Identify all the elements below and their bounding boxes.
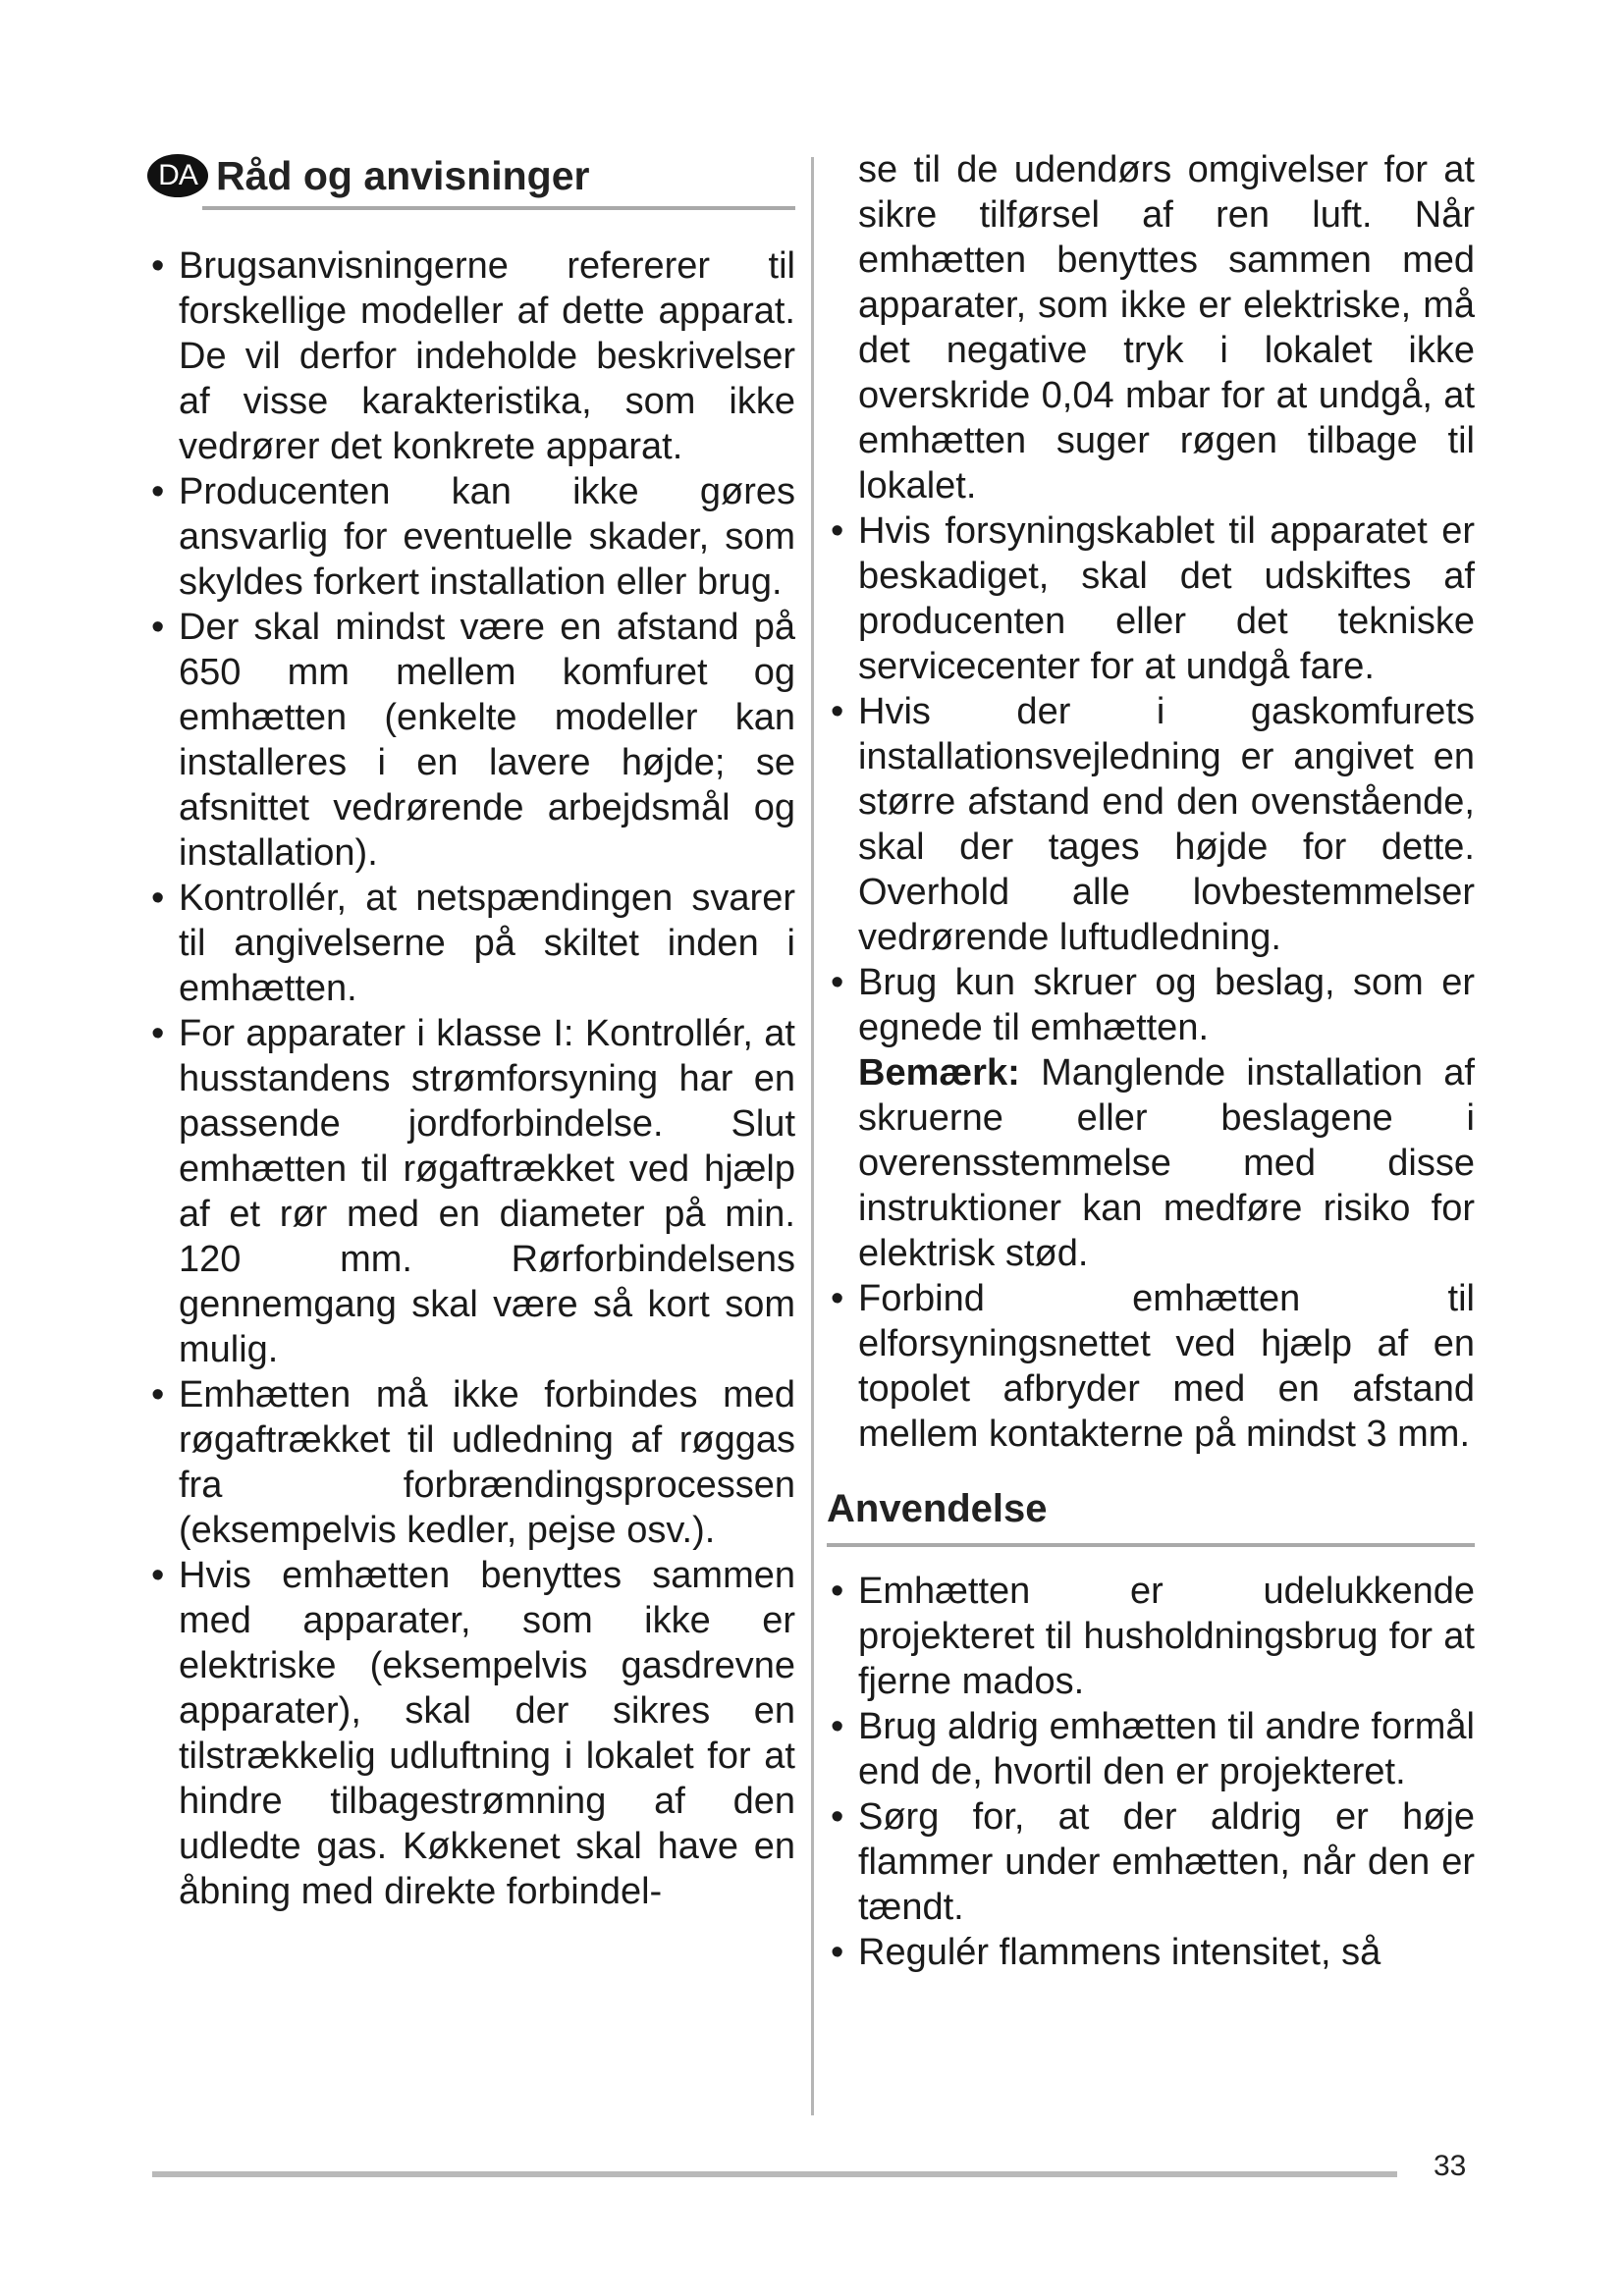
bullet-icon: • <box>831 1571 844 1612</box>
page-number: 33 <box>1434 2150 1467 2182</box>
list-item: • Kontrollér, at netspændingen svarer til angivelserne på skiltet inden i emhætten. <box>151 878 795 1009</box>
bullet-icon: • <box>151 1374 165 1415</box>
list-item: • Brug kun skruer og beslag, som er egnede til emhætten. <box>831 962 1475 1048</box>
bullet-icon: • <box>151 245 165 287</box>
list-item: • Producenten kan ikke gøres ansvarlig for eventuelle skader, som skyldes forkert installation eller brug. <box>151 471 795 603</box>
bullet-icon: • <box>151 471 165 512</box>
bullet-icon: • <box>151 1013 165 1054</box>
bullet-icon: • <box>151 607 165 648</box>
list-item: • Regulér flammens intensitet, så <box>831 1932 1381 1973</box>
list-item: • Hvis emhætten benyttes sammen med apparater, som ikke er elektriske (eksempelvis gasdrevne apparater), skal der sikres en tilstrækkelig udluftning i lokalet for at hindre tilbagestrømning af den udledte gas. Køkkenet skal have en åbning med direkte forbindel- <box>151 1555 795 1912</box>
column-divider <box>811 157 814 2115</box>
list-item: • Sørg for, at der aldrig er høje flammer under emhætten, når den er tændt. <box>831 1796 1475 1928</box>
usage-title-underline <box>827 1543 1475 1547</box>
list-item: • Brugsanvisningerne refererer til forskellige modeller af dette apparat. De vil derfor indeholde beskrivelser af visse karakteristika, som ikke vedrører det konkrete apparat. <box>151 245 795 467</box>
bullet-icon: • <box>151 878 165 919</box>
note-paragraph <box>827 1050 1475 1276</box>
usage-section-header <box>827 1480 1475 1537</box>
advice-list-continued <box>827 508 1475 1050</box>
list-item: • Hvis der i gaskomfurets installationsvejledning er angivet en større afstand end den ovenstående, skal der tages højde for dette. Overhold alle lovbestemmelser vedrørende luftudledning. <box>831 691 1475 958</box>
list-item: • For apparater i klasse I: Kontrollér, at husstandens strømforsyning har en passende jordforbindelse. Slut emhætten til røgaftrækket ved hjælp af et rør med en diameter på min. 120 mm. Rørforbindelsens gennemgang skal være så kort som mulig. <box>151 1013 795 1370</box>
bullet-icon: • <box>831 691 844 732</box>
section-header <box>147 147 795 204</box>
note-text: Manglende installation af skruerne eller beslagene i overensstemmelse med disse instruktioner kan medføre risiko for elektrisk stød. <box>858 1052 1475 1274</box>
bullet-icon: • <box>831 1796 844 1838</box>
list-item: • Emhætten må ikke forbindes med røgaftrækket til udledning af røggas fra forbrændingsprocessen (eksempelvis kedler, pejse osv.). <box>151 1374 795 1551</box>
bullet-icon: • <box>151 1555 165 1596</box>
bullet-icon: • <box>831 510 844 552</box>
list-item: • Hvis forsyningskablet til apparatet er beskadiget, skal det udskiftes af producenten eller det tekniske servicecenter for at undgå fare. <box>831 510 1475 687</box>
footer-rule <box>152 2171 1397 2177</box>
bullet-icon: • <box>831 1278 844 1319</box>
advice-list-after-note <box>827 1276 1475 1457</box>
bullet-icon: • <box>831 1932 844 1973</box>
section-title: Råd og anvisninger <box>216 152 590 198</box>
list-item: • Forbind emhætten til elforsyningsnettet ved hjælp af en topolet afbryder med en afstand mellem kontakterne på mindst 3 mm. <box>831 1278 1475 1455</box>
bullet-icon: • <box>831 962 844 1003</box>
continued-text: se til de udendørs omgivelser for at sikre tilførsel af ren luft. Når emhætten benyttes sammen med apparater, som ikke er elektriske, må det negative tryk i lokalet ikke overskride 0,04 mbar for at undgå, at emhætten suger røgen tilbage til lokalet. <box>858 149 1475 507</box>
note-label: Bemærk: <box>858 1052 1020 1094</box>
list-item: • Der skal mindst være en afstand på 650 mm mellem komfuret og emhætten (enkelte modeller kan installeres i en lavere højde; se afsnittet vedrørende arbejdsmål og installation). <box>151 607 795 874</box>
usage-section-title: Anvendelse <box>827 1486 1048 1530</box>
title-underline <box>202 206 795 210</box>
right-column <box>827 147 1475 1975</box>
list-item: • Emhætten er udelukkende projekteret til husholdningsbrug for at fjerne mados. <box>831 1571 1475 1702</box>
list-item: • Brug aldrig emhætten til andre formål end de, hvortil den er projekteret. <box>831 1706 1475 1792</box>
language-badge: DA <box>147 154 208 197</box>
advice-list <box>147 243 795 1914</box>
usage-list <box>827 1569 1475 1975</box>
left-column <box>147 147 795 1914</box>
bullet-icon: • <box>831 1706 844 1747</box>
